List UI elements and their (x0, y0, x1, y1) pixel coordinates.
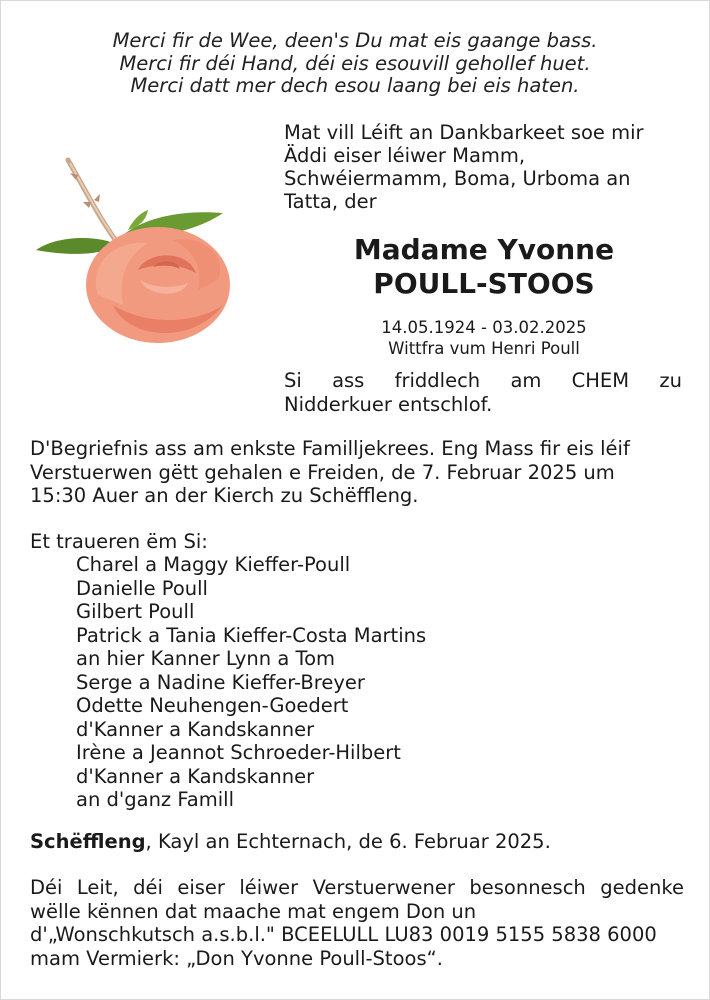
donation-word: gedenke (600, 876, 684, 899)
donation-word: Verstuerwener (312, 876, 455, 899)
rose-image (28, 155, 258, 355)
place-bold: Schëffleng (30, 830, 146, 853)
donation-word: léiwer (239, 876, 299, 899)
passed-away-text (284, 369, 682, 417)
mourner-item: d'Kanner a Kandskanner (76, 717, 315, 741)
place-rest: , Kayl an Echternach, de 6. Februar 2025. (145, 830, 551, 853)
mourner-item: Danielle Poull (76, 576, 208, 600)
mourner-item: Gilbert Poull (76, 600, 195, 623)
donation-notice (30, 876, 684, 970)
life-dates (284, 317, 684, 359)
mourner-item: Serge a Nadine Kieffer-Breyer (76, 670, 365, 694)
passed-line2: Nidderkuer entschlof. (284, 393, 493, 416)
donation-line: mam Vermierk: „Don Yvonne Poull-Stoos“. (30, 946, 443, 970)
passed-word: zu (659, 369, 682, 392)
poem-line: Merci fir de Wee, deen's Du mat eis gaange bass. (112, 29, 598, 52)
deceased-name-line1: Madame Yvonne (353, 233, 615, 266)
passed-word: friddlech (394, 369, 481, 392)
donation-line1 (30, 876, 684, 900)
passed-word: am (510, 369, 542, 392)
poem-line: Merci datt mer dech esou laang bei eis haten. (130, 74, 580, 97)
donation-line: wëlle kënnen dat maache mat engem Don un (30, 899, 477, 923)
funeral-notice (30, 437, 684, 508)
passed-word: Si (284, 369, 302, 392)
intro-line: Äddi eiser léiwer Mamm, (284, 144, 526, 167)
deceased-name-line2: POULL-STOOS (373, 267, 595, 300)
donation-word: déi (133, 876, 163, 899)
mourners-title: Et traueren ëm Si: (30, 530, 208, 553)
passed-word: CHEM (571, 369, 630, 392)
passed-line1 (284, 369, 682, 393)
rose-thorn (94, 194, 100, 202)
mourner-item: Irène a Jeannot Schroeder-Hilbert (76, 741, 401, 764)
intro-line: Tatta, der (284, 190, 377, 213)
mourner-item: Charel a Maggy Kieffer-Poull (76, 553, 351, 576)
donation-line: d'„Wonschkutsch a.s.b.l." BCEELULL LU83 0019 5155 5838 6000 (30, 923, 657, 946)
mourners-list (76, 553, 676, 812)
deceased-name (284, 233, 684, 301)
widow-of: Wittfra vum Henri Poull (388, 339, 580, 358)
mourner-item: Odette Neuhengen-Goedert (76, 694, 349, 717)
birth-death-dates: 14.05.1924 - 03.02.2025 (381, 318, 587, 337)
intro-text (284, 121, 684, 213)
intro-line: Mat vill Léift an Dankbarkeet soe mir (284, 121, 644, 144)
poem (0, 30, 710, 98)
rose-thorn (83, 202, 91, 208)
funeral-line: D'Begriefnis ass am enkste Familljekrees. Eng Mass fir eis léif (30, 437, 630, 460)
mourner-item: an hier Kanner Lynn a Tom (76, 647, 336, 670)
passed-word: ass (332, 369, 365, 392)
mourner-item: d'Kanner a Kandskanner (76, 764, 315, 788)
mourner-item: Patrick a Tania Kieffer-Costa Martins (76, 623, 427, 647)
donation-word: Déi (30, 876, 63, 899)
poem-line: Merci fir déi Hand, déi eis esouvill gehollef huet. (119, 51, 591, 75)
donation-word: besonnesch (469, 876, 586, 899)
intro-line: Schwéiermamm, Boma, Urboma an (284, 167, 631, 190)
mourner-item: an d'ganz Famill (76, 788, 234, 811)
funeral-line: 15:30 Auer an der Kierch zu Schëffleng. (30, 484, 419, 507)
donation-word: eiser (177, 876, 225, 899)
donation-word: Leit, (76, 876, 119, 899)
funeral-line: Verstuerwen gëtt gehalen e Freiden, de 7. Februar 2025 um (30, 460, 615, 484)
place-date (30, 830, 684, 854)
